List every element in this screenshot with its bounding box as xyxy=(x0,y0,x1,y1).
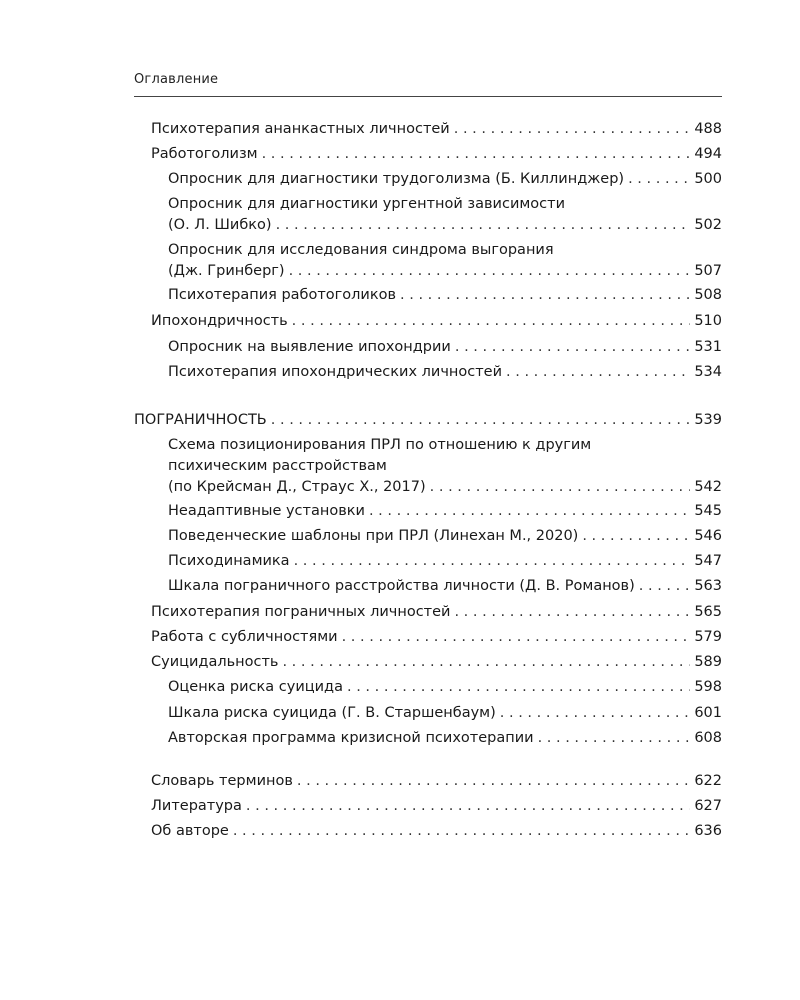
toc-entry[interactable] xyxy=(168,240,722,282)
dot-leader xyxy=(289,261,691,282)
toc-entry-title: Психотерапия работоголиков xyxy=(168,287,397,303)
toc-entry-title-line: психическим расстройствам xyxy=(168,458,387,474)
dot-leader xyxy=(347,677,690,698)
dot-leader xyxy=(369,501,690,522)
toc-entry-page: 589 xyxy=(694,654,722,670)
toc-entry[interactable] xyxy=(168,194,722,236)
toc-entry[interactable] xyxy=(151,119,722,140)
toc-entry-title: ПОГРАНИЧНОСТЬ xyxy=(134,412,267,428)
dot-leader xyxy=(400,285,690,306)
toc-entry-page: 563 xyxy=(694,578,722,594)
dot-leader xyxy=(276,215,691,236)
dot-leader xyxy=(454,119,691,140)
toc-entry-title: Шкала пограничного расстройства личности (Д. В. Романов) xyxy=(168,578,635,594)
toc-entry-page: 508 xyxy=(694,287,722,303)
toc-entry-title: Суицидальность xyxy=(151,654,279,670)
toc-entry-title: Поведенческие шаблоны при ПРЛ (Линехан М., 2020) xyxy=(168,528,579,544)
toc-entry-title: Словарь терминов xyxy=(151,773,293,789)
toc-entry-page: 636 xyxy=(694,823,722,839)
toc-entry-page: 601 xyxy=(694,705,722,721)
toc-entry[interactable] xyxy=(168,551,722,572)
dot-leader xyxy=(506,362,690,383)
toc-entry[interactable] xyxy=(151,311,722,332)
toc-entry[interactable] xyxy=(151,627,722,648)
toc-entry-title: Неадаптивные установки xyxy=(168,503,365,519)
toc-entry-page: 565 xyxy=(694,604,722,620)
dot-leader xyxy=(454,602,690,623)
toc-entry[interactable] xyxy=(168,362,722,383)
dot-leader xyxy=(538,728,691,749)
running-header: Оглавление xyxy=(134,72,219,87)
toc-entry-title: Психотерапия ананкастных личностей xyxy=(151,121,450,137)
toc-entry-page: 545 xyxy=(694,503,722,519)
toc-entry-title: Шкала риска суицида (Г. В. Старшенбаум) xyxy=(168,705,496,721)
toc-entry-page: 598 xyxy=(694,679,722,695)
toc-entry[interactable] xyxy=(151,771,722,792)
toc-entry-title: Опросник для диагностики трудоголизма (Б. Киллинджер) xyxy=(168,171,625,187)
dot-leader xyxy=(500,703,691,724)
toc-entry-page: 546 xyxy=(694,528,722,544)
toc-entry-page: 510 xyxy=(694,313,722,329)
dot-leader xyxy=(271,410,691,431)
toc-entry[interactable] xyxy=(168,703,722,724)
toc-entry-page: 494 xyxy=(694,146,722,162)
toc-entry-title: Работоголизм xyxy=(151,146,258,162)
dot-leader xyxy=(430,477,691,498)
toc-entry-page: 547 xyxy=(694,553,722,569)
toc-entry[interactable] xyxy=(168,285,722,306)
toc-entry-title: Авторская программа кризисной психотерапии xyxy=(168,730,534,746)
toc-entry-title: Работа с субличностями xyxy=(151,629,338,645)
toc-entry[interactable] xyxy=(134,410,722,431)
dot-leader xyxy=(246,796,690,817)
dot-leader xyxy=(582,526,690,547)
toc-entry-page: 502 xyxy=(694,217,722,233)
toc-entry-title: Литература xyxy=(151,798,242,814)
toc-entry-page: 542 xyxy=(694,479,722,495)
dot-leader xyxy=(297,771,690,792)
toc-entry[interactable] xyxy=(168,501,722,522)
toc-entry-page: 488 xyxy=(694,121,722,137)
toc-entry[interactable] xyxy=(151,652,722,673)
toc-entry[interactable] xyxy=(168,576,722,597)
dot-leader xyxy=(294,551,691,572)
toc-entry-title: Ипохондричность xyxy=(151,313,288,329)
toc-entry-page: 500 xyxy=(694,171,722,187)
toc-entry-page: 627 xyxy=(694,798,722,814)
toc-entry[interactable] xyxy=(168,435,722,498)
toc-entry-title: Оценка риска суицида xyxy=(168,679,343,695)
toc-entry-title: (О. Л. Шибко) xyxy=(168,217,272,233)
dot-leader xyxy=(233,821,690,842)
toc-entry-title: Психодинамика xyxy=(168,553,290,569)
toc-entry[interactable] xyxy=(168,337,722,358)
toc-entry-title: Об авторе xyxy=(151,823,229,839)
toc-entry-title-line: Опросник для диагностики ургентной зависимости xyxy=(168,196,566,212)
toc-entry-title: (по Крейсман Д., Страус Х., 2017) xyxy=(168,479,426,495)
toc-entry-title: Опросник на выявление ипохондрии xyxy=(168,339,451,355)
dot-leader xyxy=(455,337,690,358)
toc-entry-title-line: Схема позиционирования ПРЛ по отношению к другим xyxy=(168,437,592,453)
toc-entry[interactable] xyxy=(151,796,722,817)
toc-entry-page: 534 xyxy=(694,364,722,380)
toc-entry-page: 579 xyxy=(694,629,722,645)
toc-entry[interactable] xyxy=(151,821,722,842)
toc-entry-title: (Дж. Гринберг) xyxy=(168,263,285,279)
toc-entry[interactable] xyxy=(168,677,722,698)
dot-leader xyxy=(262,144,691,165)
toc-entry-page: 622 xyxy=(694,773,722,789)
toc-entry[interactable] xyxy=(168,728,722,749)
dot-leader xyxy=(628,169,690,190)
toc-entry-title-line: Опросник для исследования синдрома выгорания xyxy=(168,242,554,258)
toc-entry[interactable] xyxy=(151,602,722,623)
toc-entry-page: 531 xyxy=(694,339,722,355)
toc-entry[interactable] xyxy=(151,144,722,165)
dot-leader xyxy=(292,311,691,332)
toc-entry[interactable] xyxy=(168,169,722,190)
toc-entry-page: 507 xyxy=(694,263,722,279)
dot-leader xyxy=(342,627,691,648)
toc-entry[interactable] xyxy=(168,526,722,547)
toc-entry-title: Психотерапия пограничных личностей xyxy=(151,604,451,620)
toc-entry-page: 539 xyxy=(694,412,722,428)
dot-leader xyxy=(639,576,691,597)
dot-leader xyxy=(282,652,690,673)
toc-entry-title: Психотерапия ипохондрических личностей xyxy=(168,364,503,380)
toc-entry-page: 608 xyxy=(694,730,722,746)
